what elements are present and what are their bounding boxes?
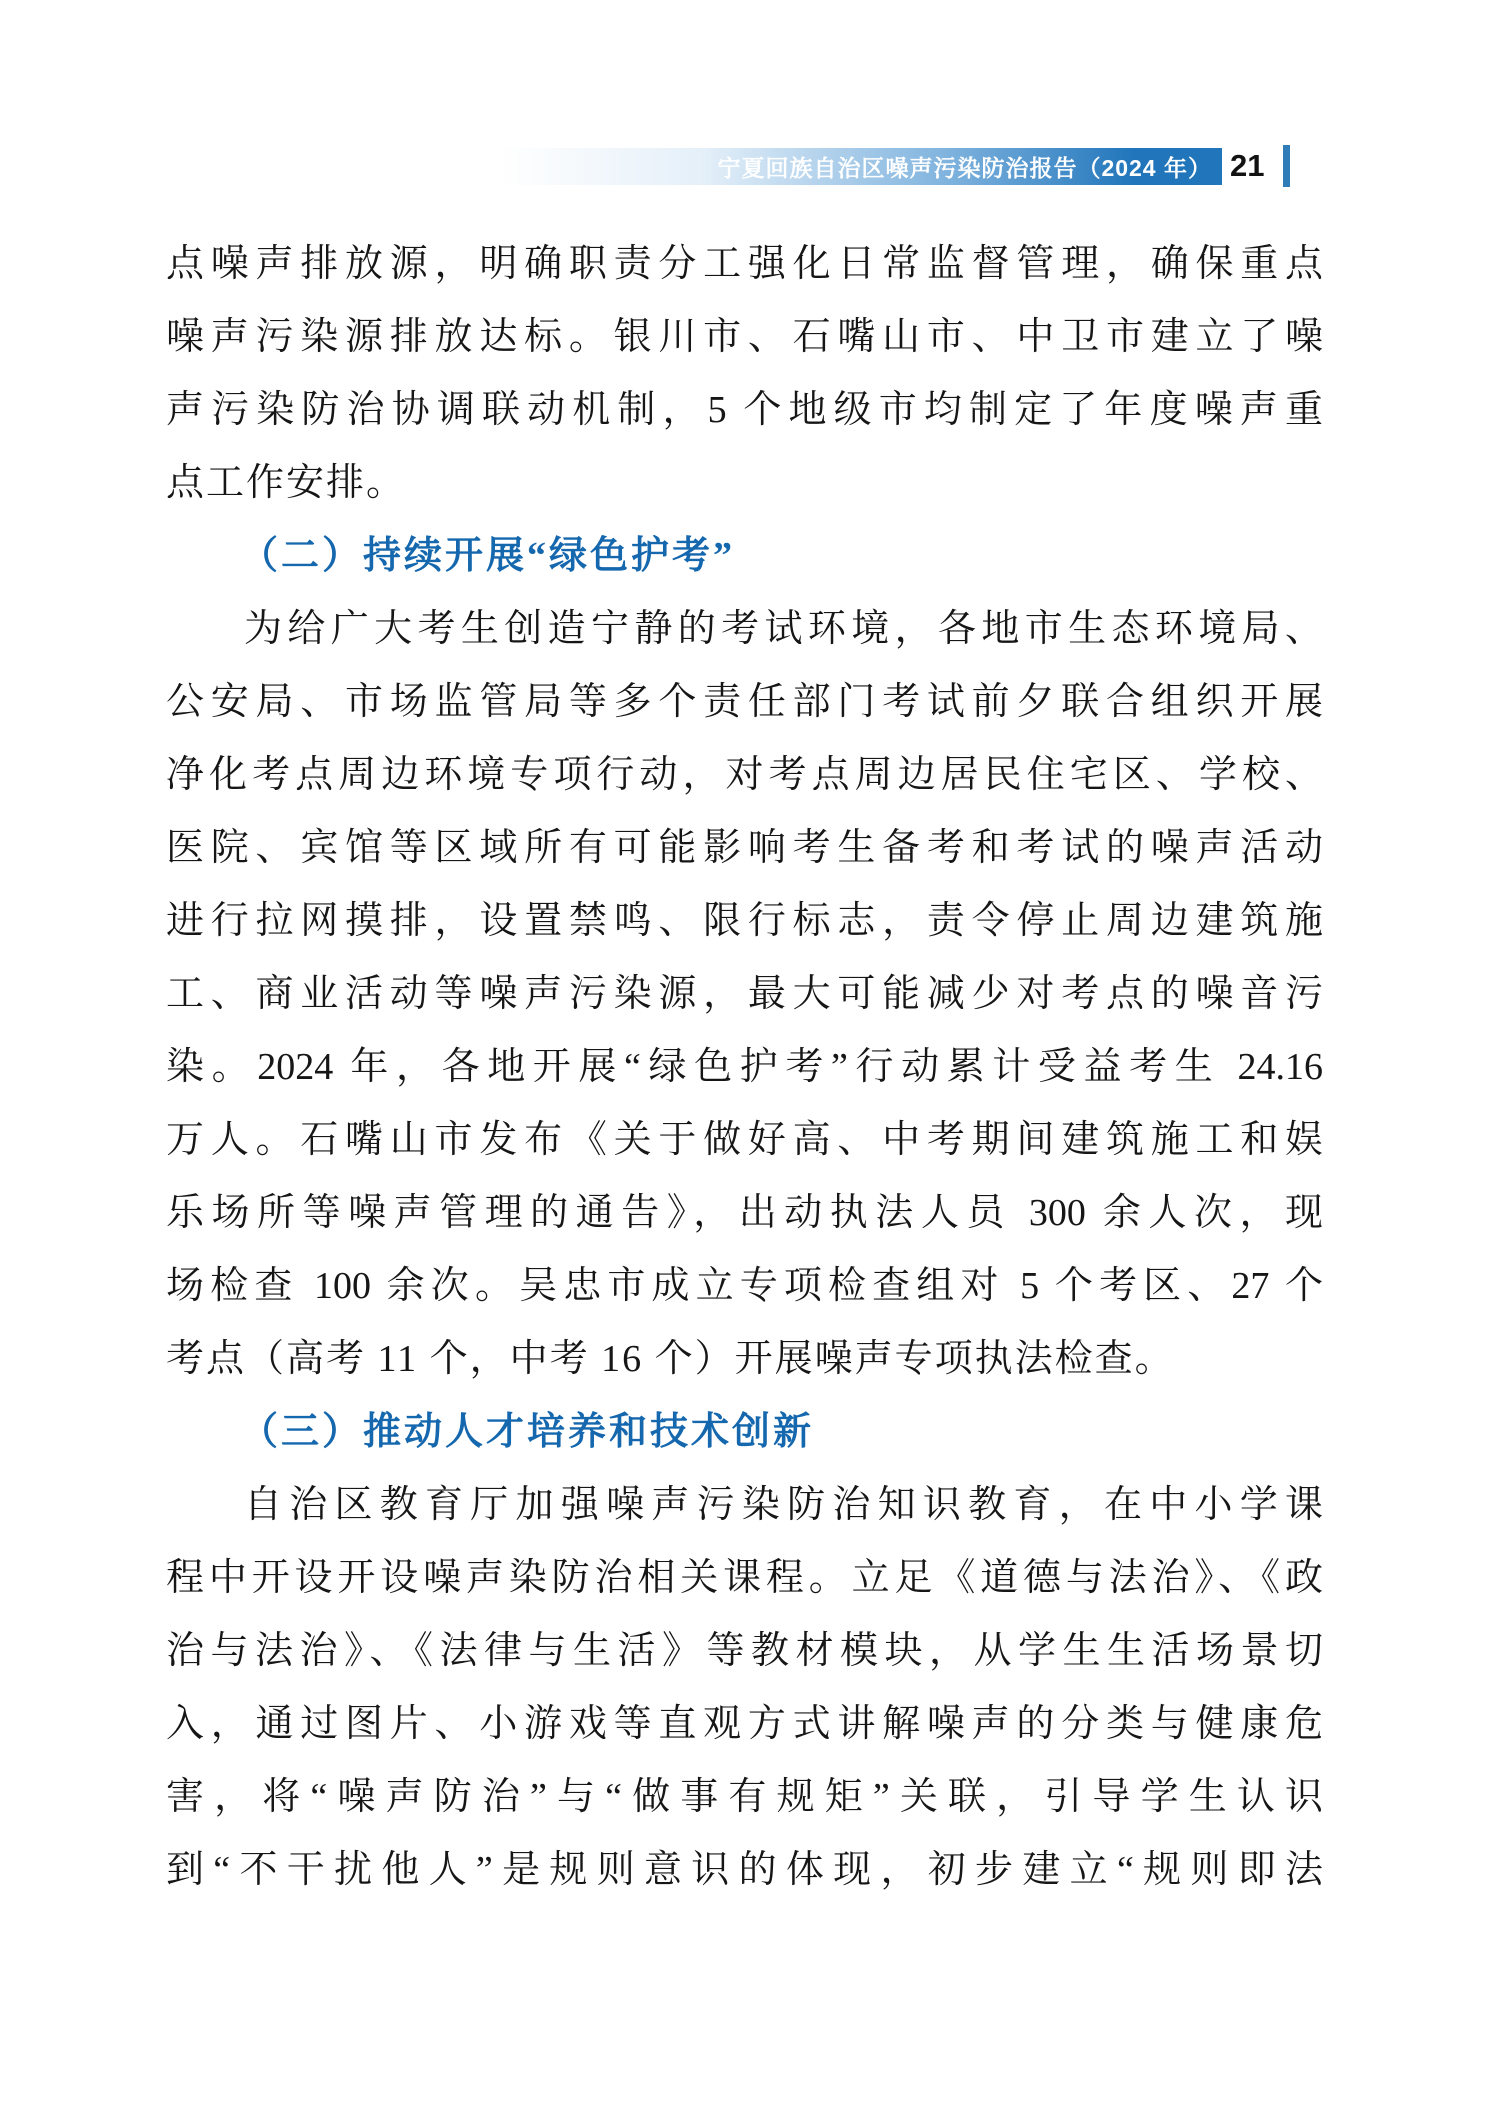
page-number: 21 — [1230, 148, 1265, 183]
text-line: 乐场所等噪声管理的通告》，出动执法人员 300 余人次，现 — [166, 1192, 1323, 1234]
text-line: 治与法治》、《法律与生活》等教材模块，从学生生活场景切 — [166, 1630, 1323, 1672]
section-heading: （三）推动人才培养和技术创新 — [240, 1411, 815, 1453]
text-line: 净化考点周边环境专项行动，对考点周边居民住宅区、学校、 — [166, 754, 1323, 796]
text-line: 自治区教育厅加强噪声污染防治知识教育，在中小学课 — [244, 1484, 1323, 1526]
page-header-band — [500, 148, 1222, 185]
text-line: 染。2024 年，各地开展“绿色护考”行动累计受益考生 24.16 — [166, 1046, 1323, 1088]
text-line: 程中开设开设噪声染防治相关课程。立足《道德与法治》、《政 — [166, 1557, 1323, 1599]
report-header-title: 宁夏回族自治区噪声污染防治报告（2024 年） — [717, 155, 1212, 181]
text-line: 考点（高考 11 个，中考 16 个）开展噪声专项执法检查。 — [166, 1338, 1175, 1380]
header-accent-bar — [1283, 145, 1290, 187]
text-line: 点工作安排。 — [166, 462, 407, 504]
text-line: 声污染防治协调联动机制，5 个地级市均制定了年度噪声重 — [166, 389, 1323, 431]
document-body — [166, 228, 1323, 1907]
text-line: 害，将“噪声防治”与“做事有规矩”关联，引导学生认识 — [166, 1776, 1323, 1818]
text-line: 噪声污染源排放达标。银川市、石嘴山市、中卫市建立了噪 — [166, 316, 1323, 358]
section-heading: （二）持续开展“绿色护考” — [240, 535, 736, 577]
text-line: 为给广大考生创造宁静的考试环境，各地市生态环境局、 — [244, 608, 1323, 650]
text-line: 场检查 100 余次。吴忠市成立专项检查组对 5 个考区、27 个 — [166, 1265, 1323, 1307]
text-line: 进行拉网摸排，设置禁鸣、限行标志，责令停止周边建筑施 — [166, 900, 1323, 942]
text-line: 到“不干扰他人”是规则意识的体现，初步建立“规则即法 — [166, 1849, 1323, 1891]
text-line: 点噪声排放源，明确职责分工强化日常监督管理，确保重点 — [166, 243, 1323, 285]
text-line: 万人。石嘴山市发布《关于做好高、中考期间建筑施工和娱 — [166, 1119, 1323, 1161]
text-line: 工、商业活动等噪声污染源，最大可能减少对考点的噪音污 — [166, 973, 1323, 1015]
text-line: 入，通过图片、小游戏等直观方式讲解噪声的分类与健康危 — [166, 1703, 1323, 1745]
text-line: 医院、宾馆等区域所有可能影响考生备考和考试的噪声活动 — [166, 827, 1323, 869]
text-line: 公安局、市场监管局等多个责任部门考试前夕联合组织开展 — [166, 681, 1323, 723]
